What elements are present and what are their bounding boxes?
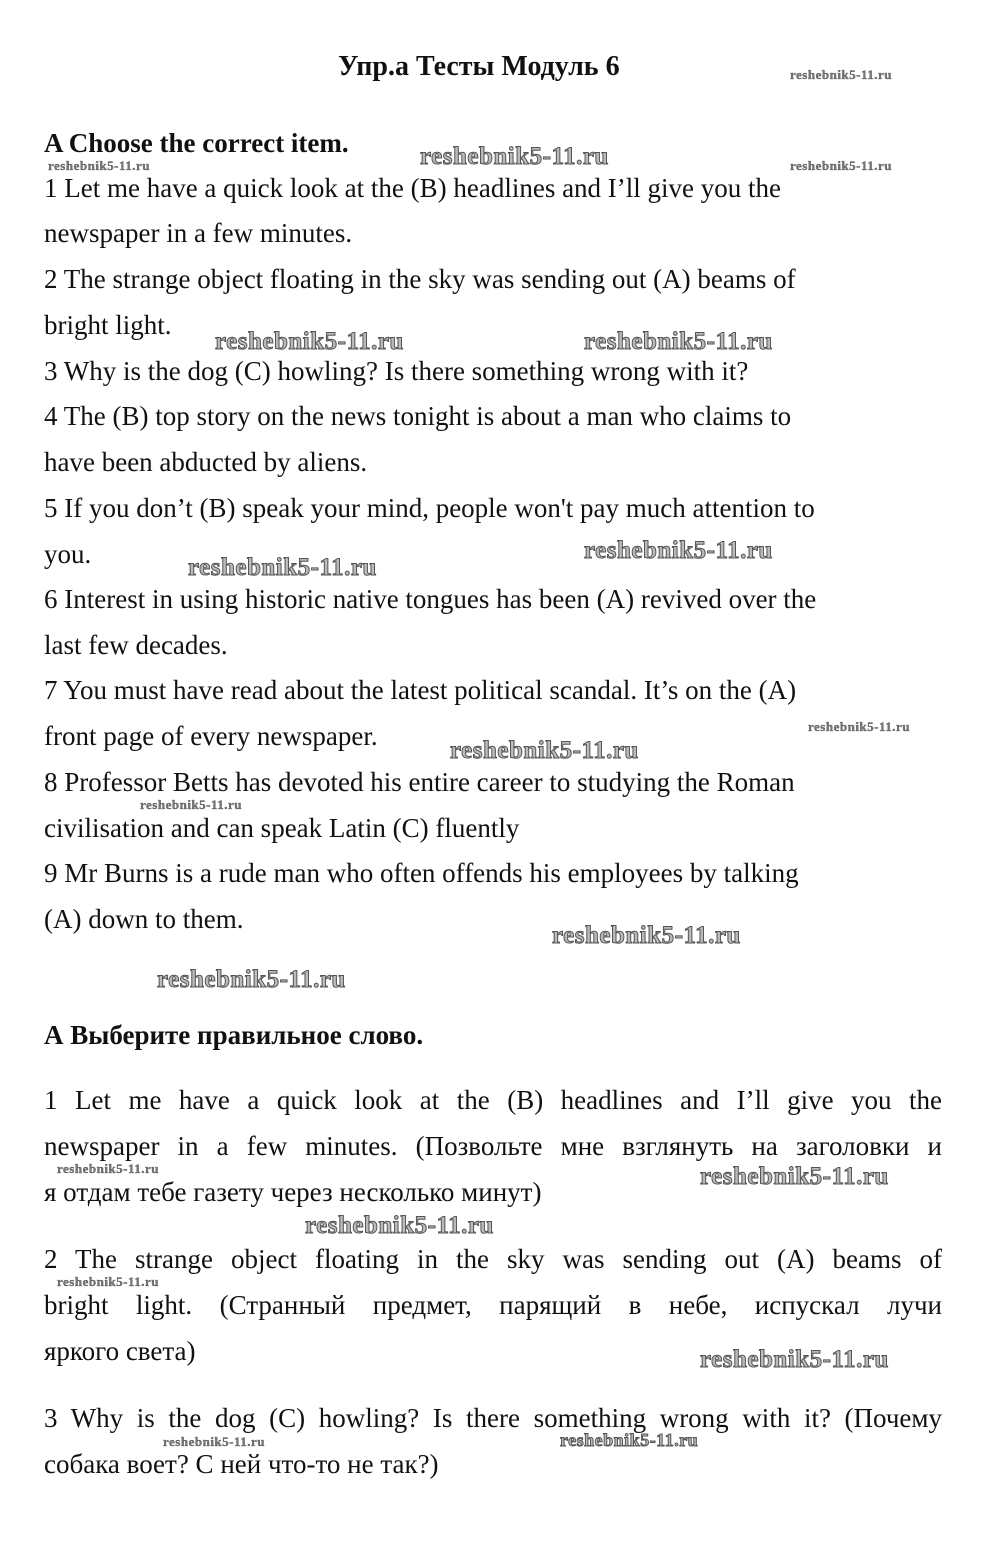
watermark: reshebnik5-11.ru [188, 554, 377, 581]
watermark: reshebnik5-11.ru [700, 1346, 889, 1373]
text-line: я отдам тебе газету через несколько минут) [44, 1177, 542, 1207]
text-line: civilisation and can speak Latin (C) fluently [44, 813, 520, 843]
text-line: 7 You must have read about the latest political scandal. It’s on the (A) [44, 675, 797, 705]
watermark: reshebnik5-11.ru [790, 158, 893, 173]
watermark: reshebnik5-11.ru [420, 143, 609, 170]
text-line: собака воет? С ней что-то не так?) [44, 1449, 439, 1479]
text-line: 5 If you don’t (B) speak your mind, people won't pay much attention to [44, 493, 815, 523]
text-line: 2 The strange object floating in the sky was sending out (A) beams of [44, 264, 796, 294]
text-line: have been abducted by aliens. [44, 447, 368, 477]
watermark: reshebnik5-11.ru [140, 797, 243, 812]
section-heading-en: A Choose the correct item. [44, 128, 349, 158]
watermark: reshebnik5-11.ru [584, 328, 773, 355]
watermark: reshebnik5-11.ru [808, 719, 911, 734]
text-line: 4 The (B) top story on the news tonight is about a man who claims to [44, 401, 792, 431]
watermark: reshebnik5-11.ru [790, 67, 893, 82]
text-line: newspaper in a few minutes. (Позвольте мне взглянуть на заголовки и [44, 1131, 942, 1161]
watermark: reshebnik5-11.ru [552, 922, 741, 949]
watermark: reshebnik5-11.ru [48, 158, 151, 173]
text-line: 8 Professor Betts has devoted his entire career to studying the Roman [44, 767, 795, 797]
page-title: Упр.а Тесты Модуль 6 [338, 51, 620, 82]
text-line: front page of every newspaper. [44, 721, 378, 751]
watermark: reshebnik5-11.ru [450, 737, 639, 764]
text-line: bright light. (Странный предмет, парящий в небе, испускал лучи [44, 1290, 942, 1320]
watermark: reshebnik5-11.ru [584, 537, 773, 564]
text-line: яркого света) [44, 1336, 196, 1366]
text-line: newspaper in a few minutes. [44, 218, 353, 248]
text-line: 3 Why is the dog (C) howling? Is there something wrong with it? [44, 356, 749, 386]
text-line: 2 The strange object floating in the sky was sending out (A) beams of [44, 1244, 942, 1274]
text-line: 9 Mr Burns is a rude man who often offends his employees by talking [44, 858, 799, 888]
text-line: 3 Why is the dog (C) howling? Is there something wrong with it? (Почему [44, 1403, 942, 1433]
text-line: 6 Interest in using historic native tongues has been (A) revived over the [44, 584, 817, 614]
watermark: reshebnik5-11.ru [57, 1161, 160, 1176]
watermark: reshebnik5-11.ru [700, 1163, 889, 1190]
text-line: 1 Let me have a quick look at the (B) headlines and I’ll give you the [44, 173, 782, 203]
section-heading-ru: А Выберите правильное слово. [44, 1020, 424, 1050]
watermark: reshebnik5-11.ru [163, 1434, 266, 1449]
text-line: 1 Let me have a quick look at the (B) headlines and I’ll give you the [44, 1085, 942, 1115]
text-line: you. [44, 539, 92, 569]
watermark: reshebnik5-11.ru [560, 1430, 699, 1450]
watermark: reshebnik5-11.ru [157, 966, 346, 993]
text-line: bright light. [44, 310, 172, 340]
watermark: reshebnik5-11.ru [57, 1274, 160, 1289]
text-line: (A) down to them. [44, 904, 244, 934]
watermark: reshebnik5-11.ru [305, 1212, 494, 1239]
watermark: reshebnik5-11.ru [215, 328, 404, 355]
text-line: last few decades. [44, 630, 228, 660]
